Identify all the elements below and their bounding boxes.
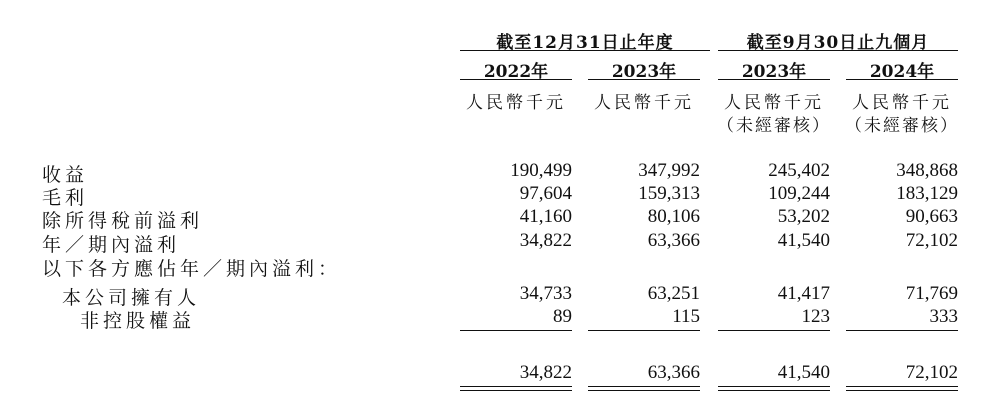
total-double-rule	[588, 390, 700, 391]
cell-value: 63,251	[647, 283, 700, 304]
column-currency: 人民幣千元	[594, 93, 694, 113]
cell-value: 80,106	[647, 206, 700, 227]
cell-value: 89	[553, 306, 572, 327]
row-label-attributable-heading: 以下各方應佔年／期內溢利：	[42, 258, 342, 280]
cell-value: 115	[672, 306, 700, 327]
subtotal-rule	[460, 330, 572, 331]
row-label-owners: 本公司擁有人	[62, 287, 201, 309]
column-note-unaudited: （未經審核）	[717, 116, 831, 136]
row-label-profit-before-tax: 除所得稅前溢利	[42, 210, 204, 232]
cell-value: 90,663	[905, 206, 958, 227]
cell-value: 71,769	[905, 283, 958, 304]
cell-value: 333	[929, 306, 958, 327]
total-double-rule	[846, 390, 958, 391]
cell-value: 63,366	[647, 230, 700, 251]
row-label-non-controlling: 非控股權益	[80, 310, 196, 332]
column-currency: 人民幣千元	[466, 93, 566, 113]
total-double-rule	[718, 390, 830, 391]
total-double-rule	[460, 386, 572, 387]
subtotal-rule	[588, 330, 700, 331]
column-underline	[588, 79, 700, 80]
column-currency: 人民幣千元	[724, 93, 824, 113]
cell-value: 159,313	[638, 183, 700, 204]
cell-value: 109,244	[768, 183, 830, 204]
cell-value: 41,540	[777, 230, 830, 251]
total-value: 63,366	[647, 362, 700, 383]
cell-value: 245,402	[768, 160, 830, 181]
column-year-2024-nine-months: 2024年	[869, 62, 935, 82]
column-underline	[718, 79, 830, 80]
cell-value: 41,160	[519, 206, 572, 227]
cell-value: 347,992	[638, 160, 700, 181]
total-double-rule	[588, 386, 700, 387]
cell-value: 348,868	[896, 160, 958, 181]
cell-value: 97,604	[519, 183, 572, 204]
total-double-rule	[718, 386, 830, 387]
subtotal-rule	[718, 330, 830, 331]
group-header-nine-months: 截至9月30日止九個月	[746, 33, 930, 53]
total-value: 34,822	[519, 362, 572, 383]
cell-value: 183,129	[896, 183, 958, 204]
group-header-annual: 截至12月31日止年度	[496, 33, 674, 53]
cell-value: 123	[801, 306, 830, 327]
row-label-gross-profit: 毛利	[42, 187, 89, 209]
subtotal-rule	[846, 330, 958, 331]
cell-value: 34,822	[519, 230, 572, 251]
column-year-2022: 2022年	[483, 62, 549, 82]
row-label-profit-for-period: 年／期內溢利	[42, 234, 181, 256]
column-year-2023: 2023年	[611, 62, 677, 82]
cell-value: 41,417	[777, 283, 830, 304]
cell-value: 34,733	[519, 283, 572, 304]
cell-value: 190,499	[510, 160, 572, 181]
column-year-2023-nine-months: 2023年	[741, 62, 807, 82]
total-double-rule	[846, 386, 958, 387]
total-double-rule	[460, 390, 572, 391]
column-note-unaudited: （未經審核）	[845, 116, 959, 136]
group-underline-nine-months	[718, 50, 958, 51]
cell-value: 72,102	[905, 230, 958, 251]
column-underline	[460, 79, 572, 80]
column-currency: 人民幣千元	[852, 93, 952, 113]
group-underline-annual	[460, 50, 710, 51]
column-underline	[846, 79, 958, 80]
total-value: 41,540	[777, 362, 830, 383]
row-label-revenue: 收益	[42, 164, 89, 186]
cell-value: 53,202	[777, 206, 830, 227]
total-value: 72,102	[905, 362, 958, 383]
